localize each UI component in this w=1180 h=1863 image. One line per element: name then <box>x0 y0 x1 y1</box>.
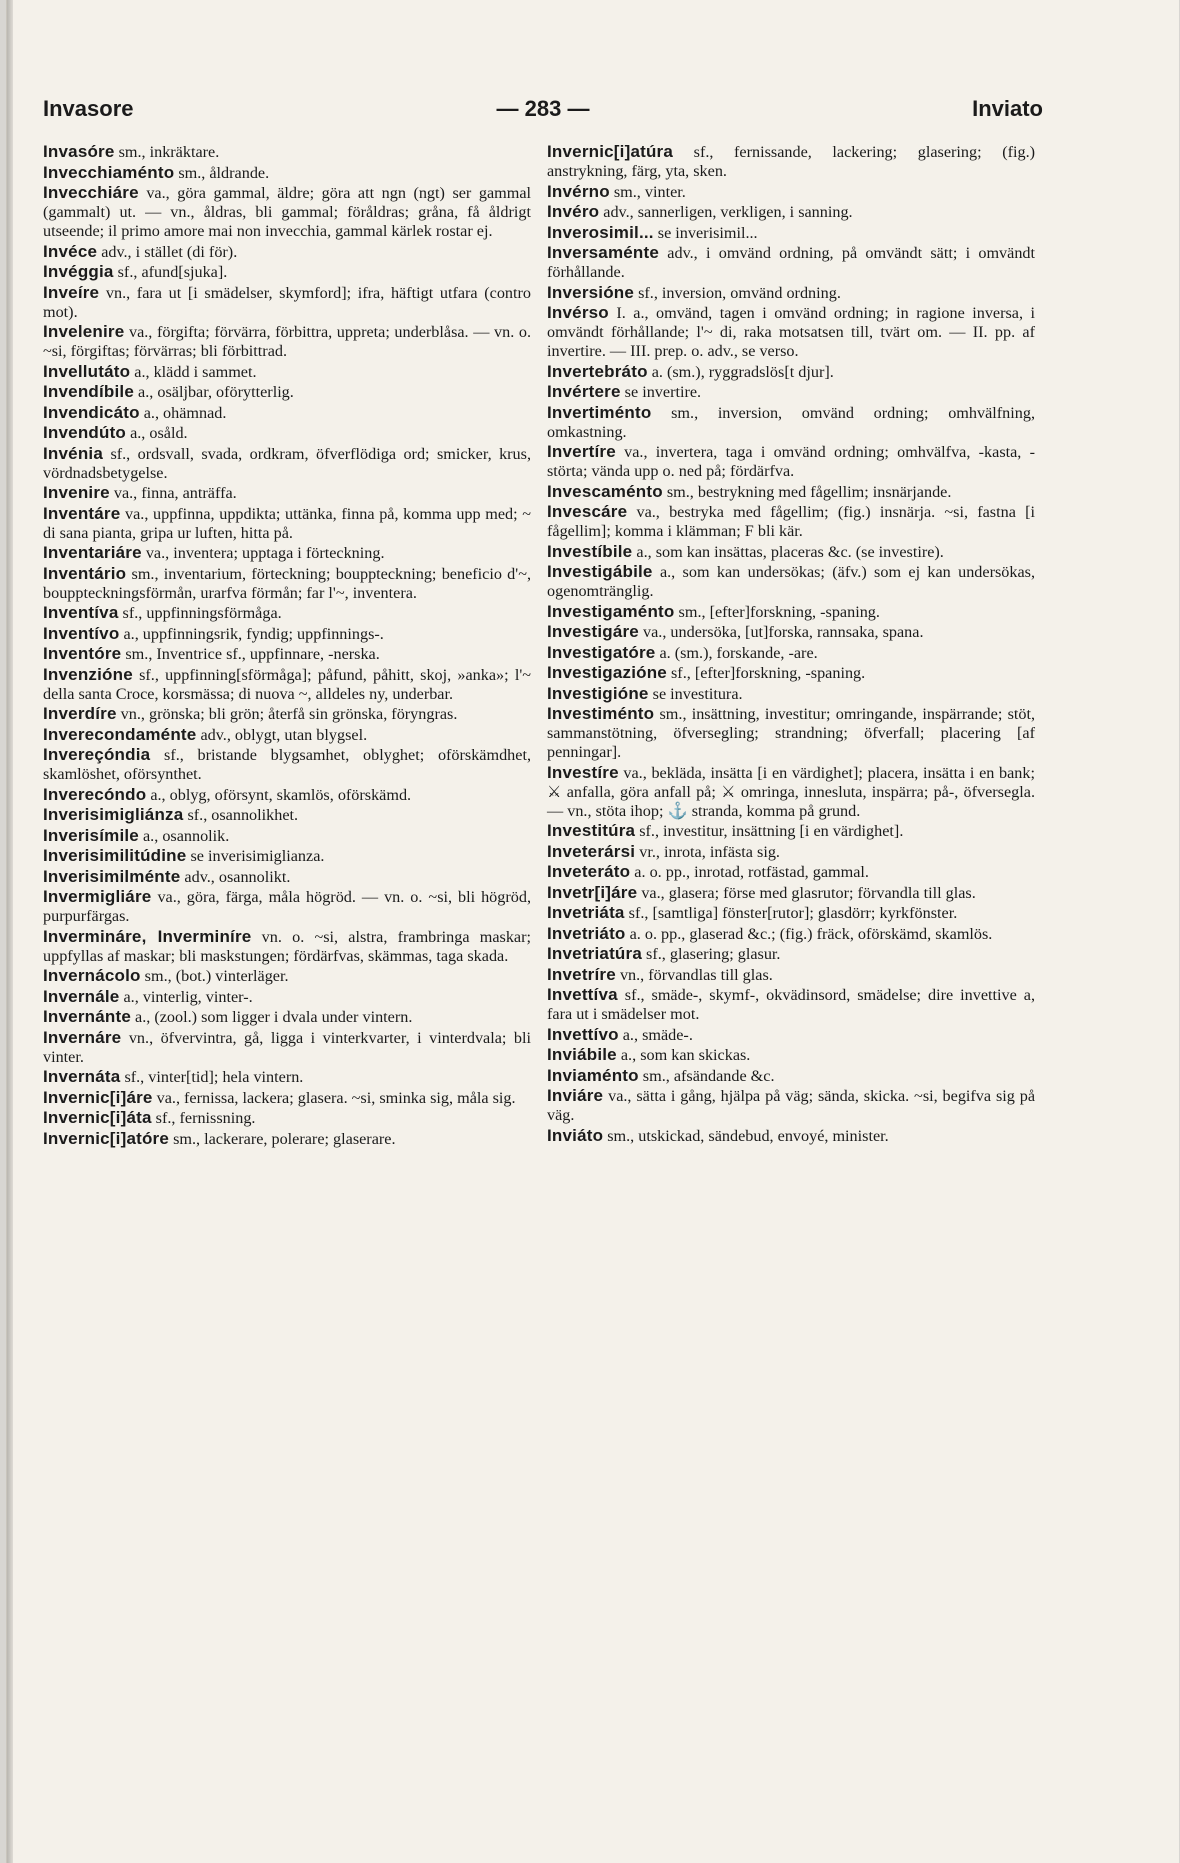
entry-definition: vn., öfvervintra, gå, ligga i vinterkvarter, i vinterdvala; bli vinter. <box>43 1028 531 1066</box>
entry-headword: Invescáre <box>547 502 628 521</box>
entry-definition: va., fernissa, lackera; glasera. ~si, sminka sig, måla sig. <box>156 1088 516 1107</box>
entry-headword: Invértere <box>547 382 621 401</box>
entry-headword: Investigatóre <box>547 642 656 662</box>
entry-headword: Investíre <box>547 762 619 782</box>
entry-headword: Inveteráto <box>547 862 631 881</box>
entry-definition: a., som kan insättas, placeras &c. (se investire). <box>636 542 944 561</box>
entry-headword: Invernic[i]atúra <box>547 142 674 161</box>
dictionary-entry <box>547 562 1035 601</box>
entry-headword: Inverisimilitúdine <box>43 846 187 865</box>
dictionary-entry <box>547 944 1035 964</box>
dictionary-entry <box>43 362 531 382</box>
entry-definition: a., klädd i sammet. <box>134 362 257 381</box>
entry-headword: Inverdíre <box>43 704 117 723</box>
entry-headword: Investigióne <box>547 683 649 703</box>
entry-headword: Invermigliáre <box>43 887 152 906</box>
entry-headword: Invellutáto <box>43 361 131 381</box>
entry-headword: Investitúra <box>547 821 636 840</box>
entry-headword: Investigáre <box>547 622 639 641</box>
dictionary-entry <box>547 883 1035 903</box>
entry-definition: sf., uppfinning[sförmåga]; påfund, påhitt, skoj, »anka»; l'~ della santa Croce, korsmässa; di nuova ~, alldeles ny, underbar. <box>43 665 532 703</box>
entry-definition: sf., ordsvall, svada, ordkram, öfverflödiga ord; smicker, krus, vördnadsbetygelse. <box>43 444 531 482</box>
dictionary-entry <box>547 684 1035 704</box>
entry-definition: va., undersöka, [ut]forska, rannsaka, spana. <box>643 623 924 641</box>
entry-headword: Invéggia <box>43 262 114 281</box>
dictionary-entry <box>547 1045 1035 1065</box>
dictionary-entry <box>43 846 531 866</box>
dictionary-entry <box>43 867 531 887</box>
entry-headword: Invendicáto <box>43 402 140 422</box>
right-column <box>547 142 1035 1146</box>
entry-headword: Invernic[i]atóre <box>43 1128 170 1148</box>
entry-headword: Invescaménto <box>547 481 663 501</box>
dictionary-entry <box>43 1108 531 1128</box>
entry-definition: a. o. pp., glaserad &c.; (fig.) fräck, oförskämd, skamlös. <box>629 924 993 943</box>
entry-definition: vr., inrota, infästa sig. <box>639 842 780 861</box>
dictionary-entry <box>43 805 531 825</box>
entry-headword: Invernánte <box>43 1007 131 1026</box>
entry-definition: a., vinterlig, vinter-. <box>123 987 253 1006</box>
entry-headword: Invernáta <box>43 1067 121 1086</box>
dictionary-entry <box>547 985 1035 1024</box>
entry-definition: sf., glasering; glasur. <box>646 945 781 963</box>
dictionary-entry <box>43 603 531 623</box>
entry-definition: sf., inversion, omvänd ordning. <box>638 283 841 302</box>
entry-definition: sf., smäde-, skymf-, okvädinsord, smädelse; dire invettive a, fara ut i smädelser mot. <box>547 986 1036 1023</box>
entry-definition: a., osannolik. <box>143 826 230 845</box>
entry-definition: a., som kan skickas. <box>620 1046 751 1064</box>
entry-definition: sm., (bot.) vinterläger. <box>144 967 289 985</box>
entry-headword: Inviáto <box>547 1125 604 1145</box>
entry-headword: Inveíre <box>43 282 100 302</box>
entry-definition: sf., fernissning. <box>155 1109 256 1127</box>
dictionary-entry <box>547 663 1035 683</box>
entry-definition: a., smäde-. <box>622 1025 693 1044</box>
entry-headword: Invenzióne <box>43 664 133 684</box>
dictionary-entry <box>43 1129 531 1149</box>
entry-definition: vn., grönska; bli grön; återfå sin grönska, föryngras. <box>120 705 458 723</box>
dictionary-entry <box>43 382 531 402</box>
dictionary-entry <box>43 504 531 543</box>
dictionary-entry <box>547 1025 1035 1045</box>
dictionary-entry <box>547 821 1035 841</box>
dictionary-entry <box>547 482 1035 502</box>
dictionary-entry <box>43 665 531 704</box>
entry-headword: Invernic[i]áta <box>43 1108 152 1127</box>
entry-headword: Invetriatúra <box>547 944 642 963</box>
dictionary-entry <box>43 624 531 644</box>
entry-headword: Invettíva <box>547 985 618 1004</box>
entry-headword: Inverisimilménte <box>43 866 181 886</box>
dictionary-entry <box>43 183 531 241</box>
page-number: — 283 — <box>496 96 590 121</box>
left-column <box>43 142 531 1149</box>
entry-definition: va., förgifta; förvärra, förbittra, uppreta; underblåsa. — vn. o. ~si, förgiftas; förvärras; bli förbittrad. <box>43 323 531 360</box>
entry-headword: Invereçóndia <box>43 745 151 764</box>
entry-definition: va., uppfinna, uppdikta; uttänka, finna på, komma upp med; ~ di sana pianta, gripa ur luften, hitta på. <box>43 504 531 542</box>
entry-headword: Inventáre <box>43 503 121 523</box>
dictionary-entry <box>43 483 531 503</box>
entry-headword: Invetriáto <box>547 923 626 943</box>
dictionary-entry <box>547 223 1035 243</box>
entry-definition: a. o. pp., inrotad, rotfästad, gammal. <box>634 863 869 881</box>
dictionary-entry <box>547 924 1035 944</box>
dictionary-entry <box>43 142 531 162</box>
entry-definition: se invertire. <box>624 383 702 401</box>
dictionary-entry <box>547 622 1035 642</box>
entry-definition: I. a., omvänd, tagen i omvänd ordning; in ragione inversa, i omvändt förhållande; l'~ di, raka motsatsen till, tvärt om. — II. pp. af invertire. — III. prep. o. adv., se verso. <box>547 304 1036 360</box>
entry-headword: Invérno <box>547 181 610 201</box>
entry-definition: a., (zool.) som ligger i dvala under vintern. <box>135 1008 413 1026</box>
entry-definition: vn. o. ~si, alstra, frambringa maskar; uppfyllas af maskar; bli maskstungen; fördärfvas, skämmas, taga skada. <box>43 927 531 965</box>
entry-definition: sm., [efter]forskning, -spaning. <box>678 602 880 621</box>
entry-definition: adv., oblygt, utan blygsel. <box>200 725 368 744</box>
entry-definition: va., invertera, taga i omvänd ordning; omhvälfva, -kasta, -störta; vända upp o. ned på; fördärfva. <box>547 443 1035 480</box>
entry-headword: Invénia <box>43 443 103 463</box>
dictionary-entry <box>547 442 1035 481</box>
entry-definition: a. (sm.), ryggradslös[t djur]. <box>651 362 834 381</box>
guide-word-left: Invasore <box>43 96 134 121</box>
guide-word-right: Inviato <box>972 96 1043 121</box>
dictionary-entry <box>43 322 531 361</box>
dictionary-entry <box>43 163 531 183</box>
entry-definition: sf., vinter[tid]; hela vintern. <box>124 1068 304 1086</box>
entry-definition: sf., uppfinningsförmåga. <box>122 604 282 622</box>
entry-headword: Inviáre <box>547 1086 604 1105</box>
entry-definition: sf., osannolikhet. <box>187 806 299 824</box>
entry-definition: se inverisimiglianza. <box>190 847 325 865</box>
running-head <box>43 96 1043 126</box>
dictionary-entry <box>43 1088 531 1108</box>
entry-headword: Invernáre <box>43 1027 122 1047</box>
dictionary-entry <box>43 745 531 784</box>
entry-headword: Invetriáta <box>547 903 625 922</box>
dictionary-entry <box>547 542 1035 562</box>
entry-headword: Inventário <box>43 563 127 583</box>
dictionary-entry <box>547 602 1035 622</box>
entry-headword: Investigazióne <box>547 663 667 682</box>
dictionary-entry <box>547 1066 1035 1086</box>
entry-headword: Investíbile <box>547 541 633 561</box>
dictionary-entry <box>547 403 1035 442</box>
dictionary-entry <box>43 403 531 423</box>
entry-definition: sm., åldrande. <box>178 163 270 182</box>
scan-edge <box>7 0 13 1863</box>
dictionary-entry <box>547 965 1035 985</box>
entry-headword: Invasóre <box>43 142 115 161</box>
entry-headword: Inversióne <box>547 282 635 302</box>
dictionary-entry <box>43 785 531 805</box>
entry-headword: Invéro <box>547 202 600 221</box>
entry-definition: se investitura. <box>652 684 743 703</box>
dictionary-entry <box>547 502 1035 541</box>
entry-definition: sf., fernissande, lackering; glasering; (fig.) anstrykning, färg, yta, sken. <box>547 143 1036 180</box>
entry-definition: sm., insättning, investitur; omringande, inspärrande; stöt, sammanstötning, öfversegling; strandning; öfverfall; placering [af penningar]. <box>547 705 1035 761</box>
entry-definition: sm., inkräktare. <box>118 143 220 161</box>
dictionary-entry <box>43 966 531 986</box>
entry-definition: sm., lackerare, polerare; glaserare. <box>173 1129 396 1148</box>
dictionary-entry <box>547 243 1035 282</box>
entry-headword: Inverecondaménte <box>43 724 197 744</box>
entry-definition: adv., sannerligen, verkligen, i sanning. <box>603 203 853 221</box>
entry-headword: Invernic[i]áre <box>43 1087 153 1107</box>
entry-headword: Invecchiaménto <box>43 162 175 182</box>
entry-headword: Invecchiáre <box>43 183 139 202</box>
dictionary-entry <box>547 362 1035 382</box>
entry-headword: Inventariáre <box>43 543 142 562</box>
entry-headword: Invettívo <box>547 1024 619 1044</box>
entry-definition: a. (sm.), forskande, -are. <box>659 643 818 662</box>
dictionary-entry <box>43 1007 531 1027</box>
dictionary-entry <box>547 704 1035 762</box>
entry-definition: sf., afund[sjuka]. <box>117 263 228 281</box>
entry-headword: Invernále <box>43 986 120 1006</box>
entry-headword: Inversaménte <box>547 243 660 262</box>
entry-definition: sf., [samtliga] fönster[rutor]; glasdörr; kyrkfönster. <box>628 904 958 922</box>
entry-definition: va., bestryka med fågellim; (fig.) insnärja. ~si, fastna [i fågellim]; komma i klämman; F bli kär. <box>547 503 1035 540</box>
entry-headword: Invetr[i]áre <box>547 882 638 902</box>
dictionary-entry <box>43 725 531 745</box>
entry-definition: a., uppfinningsrik, fyndig; uppfinnings-. <box>123 624 384 643</box>
dictionary-entry <box>43 444 531 483</box>
entry-headword: Investiménto <box>547 704 655 723</box>
entry-headword: Invérso <box>547 303 609 322</box>
dictionary-entry <box>547 142 1035 181</box>
entry-headword: Invertiménto <box>547 402 652 422</box>
dictionary-entry <box>43 262 531 282</box>
dictionary-entry <box>547 842 1035 862</box>
dictionary-entry <box>547 382 1035 402</box>
entry-headword: Inventívo <box>43 623 120 643</box>
entry-definition: sm., bestrykning med fågellim; insnärjande. <box>666 482 952 501</box>
dictionary-entry <box>547 862 1035 882</box>
entry-headword: Invetríre <box>547 964 616 984</box>
entry-headword: Invendíbile <box>43 382 134 401</box>
dictionary-entry <box>547 643 1035 663</box>
dictionary-entry <box>43 644 531 664</box>
dictionary-entry <box>547 202 1035 222</box>
entry-definition: va., glasera; förse med glasrutor; förvandla till glas. <box>641 883 976 902</box>
entry-headword: Invertíre <box>547 442 616 461</box>
dictionary-entry <box>43 927 531 966</box>
entry-definition: adv., i stället (di för). <box>101 242 238 261</box>
dictionary-entry <box>547 303 1035 361</box>
entry-definition: a., osåld. <box>130 424 188 442</box>
dictionary-entry <box>43 242 531 262</box>
entry-definition: sm., vinter. <box>613 182 686 201</box>
entry-definition: va., inventera; upptaga i förteckning. <box>145 544 385 562</box>
entry-definition: va., göra gammal, äldre; göra att ngn (ngt) ser gammal (gammalt) ut. — vn., åldras, bli gammal; föråldras; gråna, få åldrigt utseende; il primo amore mai non invecchia, gammal kärlek rostar ej. <box>43 184 532 240</box>
dictionary-page <box>6 0 1179 1863</box>
dictionary-entry <box>43 423 531 443</box>
dictionary-entry <box>43 283 531 322</box>
entry-definition: sm., Inventrice sf., uppfinnare, -nerska. <box>125 645 380 663</box>
dictionary-entry <box>547 182 1035 202</box>
dictionary-entry <box>547 1086 1035 1125</box>
entry-headword: Invelenire <box>43 322 125 341</box>
entry-definition: sf., bristande blygsamhet, oblyghet; oförskämdhet, skamlöshet, oförsynthet. <box>43 746 532 783</box>
dictionary-entry <box>43 1028 531 1067</box>
entry-headword: Invermináre, Inverminíre <box>43 926 252 946</box>
entry-headword: Inviaménto <box>547 1065 639 1085</box>
entry-definition: adv., i omvänd ordning, på omvändt sätt; i omvändt förhållande. <box>547 244 1036 281</box>
entry-definition: a., som kan undersökas; (äfv.) som ej kan undersökas, ogenomtränglig. <box>547 563 1035 600</box>
entry-headword: Inverecóndo <box>43 784 147 804</box>
entry-headword: Inverisímile <box>43 825 139 845</box>
entry-headword: Inverisimigliánza <box>43 805 184 824</box>
dictionary-entry <box>547 763 1035 821</box>
entry-definition: sm., inversion, omvänd ordning; omhvälfning, omkastning. <box>547 403 1035 441</box>
entry-definition: a., oblyg, oförsynt, skamlös, oförskämd. <box>150 785 412 804</box>
dictionary-entry <box>43 564 531 603</box>
dictionary-entry <box>547 283 1035 303</box>
entry-definition: vn., fara ut [i smädelser, skymford]; ifra, häftigt utfara (contro mot). <box>43 283 531 321</box>
entry-definition: sf., investitur, insättning [i en värdighet]. <box>639 822 904 840</box>
entry-headword: Invéce <box>43 241 98 261</box>
dictionary-entry <box>547 903 1035 923</box>
entry-headword: Invenire <box>43 483 110 502</box>
entry-definition: vn., förvandlas till glas. <box>619 965 773 984</box>
entry-headword: Inverosimil... <box>547 222 654 242</box>
entry-definition: sm., utskickad, sändebud, envoyé, minister. <box>607 1126 889 1145</box>
entry-headword: Investigábile <box>547 562 653 581</box>
dictionary-entry <box>43 704 531 724</box>
entry-headword: Invendúto <box>43 423 127 442</box>
entry-definition: va., finna, anträffa. <box>113 484 237 502</box>
entry-definition: va., göra, färga, måla högröd. — vn. o. ~si, bli högröd, purpurfärgas. <box>43 888 531 925</box>
entry-headword: Invertebráto <box>547 361 648 381</box>
entry-headword: Inviábile <box>547 1045 617 1064</box>
entry-definition: va., bekläda, insätta [i en värdighet]; placera, insätta i en bank; ⚔ anfalla, göra anfall på; ⚔ omringa, innesluta, inspärra; på-, öfversegla. — vn., stöta ihop; ⚓ stranda, komma på grund. <box>547 763 1035 820</box>
dictionary-entry <box>43 543 531 563</box>
entry-definition: adv., osannolikt. <box>184 867 291 886</box>
entry-definition: sm., inventarium, förteckning; bouppteckning; beneficio d'~, bouppteckningsförmån, urarfva förmån; far l'~, inventera. <box>43 564 532 602</box>
dictionary-entry <box>43 987 531 1007</box>
entry-headword: Inveterársi <box>547 841 636 861</box>
entry-definition: se inverisimil... <box>657 223 758 242</box>
entry-definition: sm., afsändande &c. <box>642 1066 775 1085</box>
dictionary-entry <box>43 1067 531 1087</box>
entry-definition: va., sätta i gång, hjälpa på väg; sända, skicka. ~si, begifva sig på väg. <box>547 1087 1035 1124</box>
entry-headword: Inventíva <box>43 603 119 622</box>
entry-headword: Inventóre <box>43 644 122 663</box>
dictionary-entry <box>43 887 531 926</box>
entry-definition: a., ohämnad. <box>143 403 227 422</box>
entry-headword: Invernácolo <box>43 966 141 985</box>
entry-headword: Investigaménto <box>547 601 675 621</box>
entry-definition: sf., [efter]forskning, -spaning. <box>671 664 866 682</box>
dictionary-entry <box>547 1126 1035 1146</box>
entry-definition: a., osäljbar, oförytterlig. <box>138 383 294 401</box>
dictionary-entry <box>43 826 531 846</box>
